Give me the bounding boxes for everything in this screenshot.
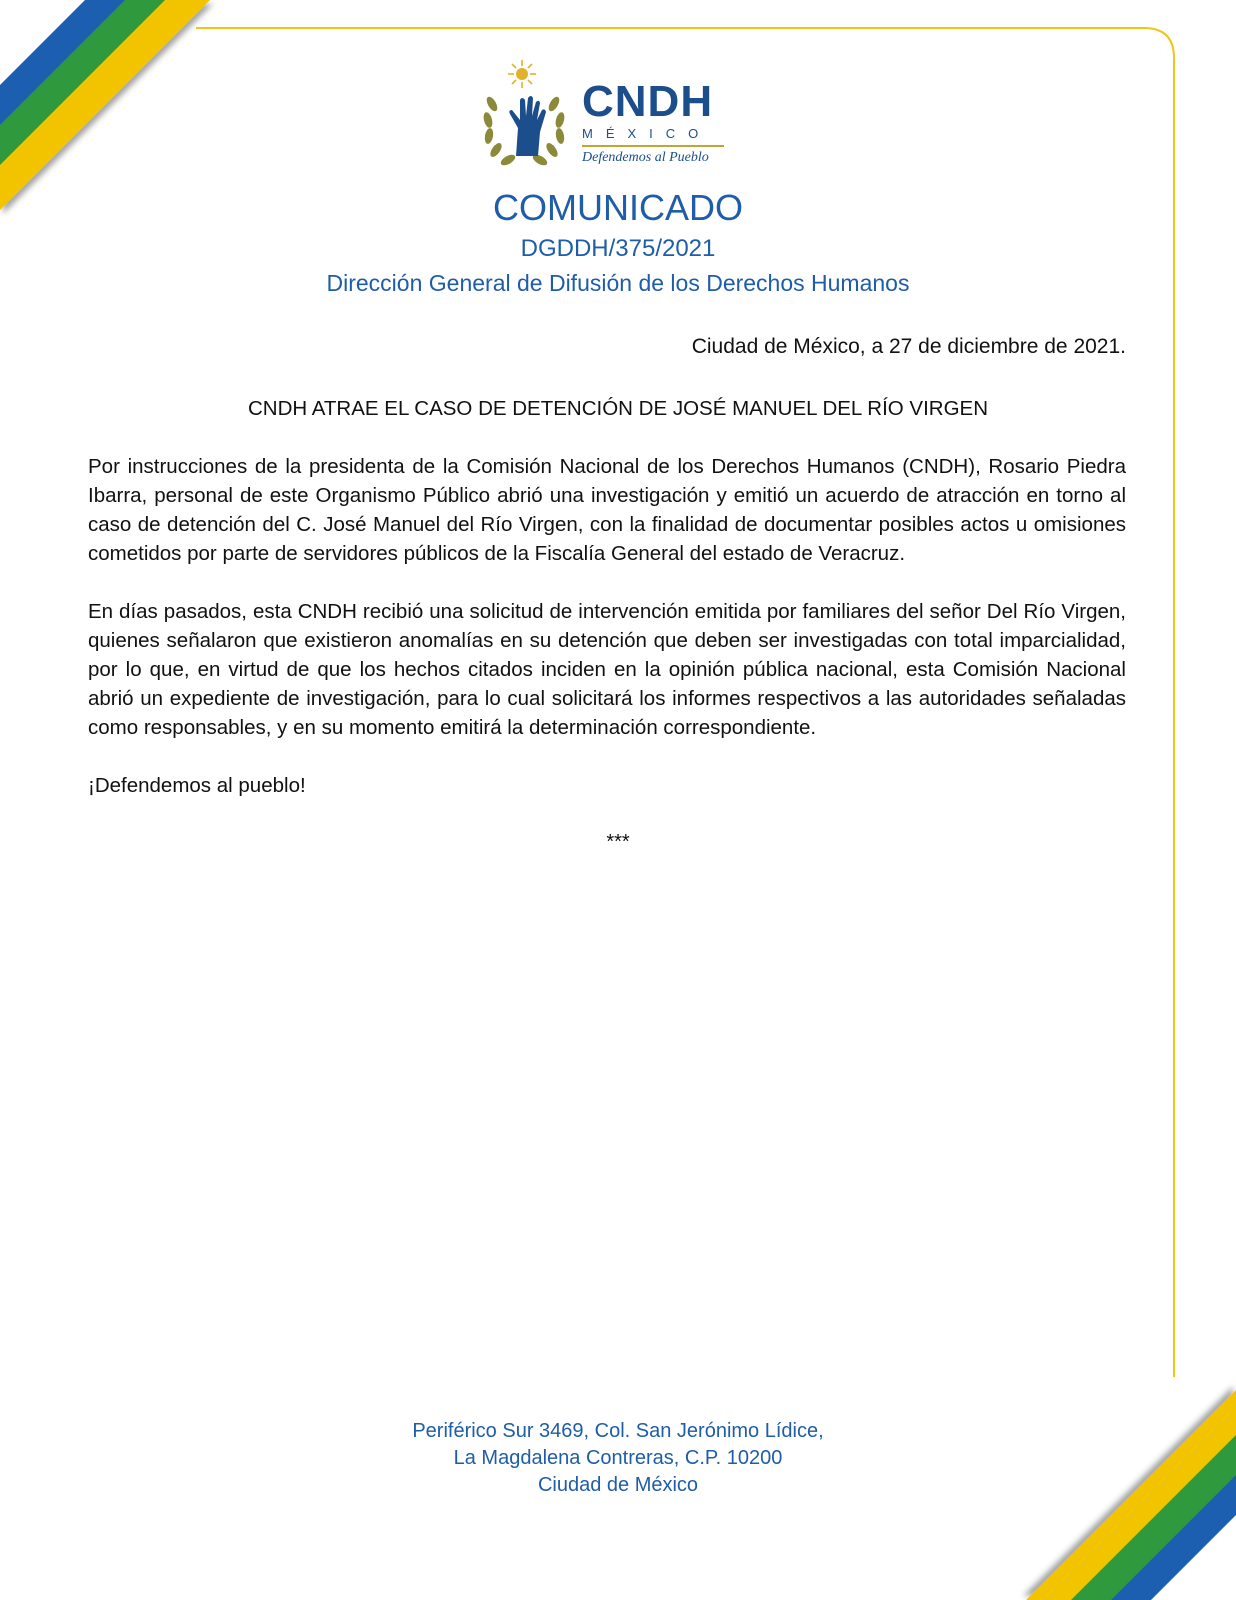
logo-motto: Defendemos al Pueblo [582, 150, 709, 165]
logo-wordmark [582, 77, 724, 166]
logo-country-text: MÉXICO [582, 126, 712, 141]
press-headline: CNDH ATRAE EL CASO DE DETENCIÓN DE JOSÉ MANUEL DEL RÍO VIRGEN [247, 397, 989, 420]
department-name: Dirección General de Difusión de los Derechos Humanos [326, 270, 910, 296]
logo-cndh-text: CNDH [582, 77, 714, 126]
document-title: COMUNICADO [493, 187, 743, 228]
document-date: Ciudad de México, a 27 de diciembre de 2021. [691, 335, 1126, 358]
logo-divider [582, 145, 724, 147]
footer-line-1: Periférico Sur 3469, Col. San Jerónimo Lídice, [412, 1420, 824, 1442]
closing-slogan: ¡Defendemos al pueblo! [88, 774, 306, 797]
cndh-logo [480, 56, 740, 176]
footer-address [0, 1418, 1236, 1499]
document-code: DGDDH/375/2021 [520, 235, 716, 262]
laurel-hand-emblem-icon [480, 56, 576, 176]
body-paragraph-1: Por instrucciones de la presidenta de la Comisión Nacional de los Derechos Humanos (CNDH), Rosario Piedra Ibarra, personal de este Organismo Público abrió una investigación y emitió un acuerdo de atracción en torno al caso de detención del C. José Manuel del Río Virgen, con la finalidad de documentar posibles actos u omisiones cometidos por parte de servidores públicos de la Fiscalía General del estado de Veracruz. [88, 455, 1126, 565]
footer-line-3: Ciudad de México [537, 1474, 699, 1496]
section-separator: *** [606, 831, 630, 853]
body-paragraph-2: En días pasados, esta CNDH recibió una solicitud de intervención emitida por familiares del señor Del Río Virgen, quienes señalaron que existieron anomalías en su detención que deben ser investigadas con total imparcialidad, por lo que, en virtud de que los hechos citados inciden en la opinión pública nacional, esta Comisión Nacional abrió un expediente de investigación, para lo cual solicitará los informes respectivos a las autoridades señaladas como responsables, y en su momento emitirá la determinación correspondiente. [88, 600, 1126, 739]
footer-line-2: La Magdalena Contreras, C.P. 10200 [453, 1447, 783, 1469]
